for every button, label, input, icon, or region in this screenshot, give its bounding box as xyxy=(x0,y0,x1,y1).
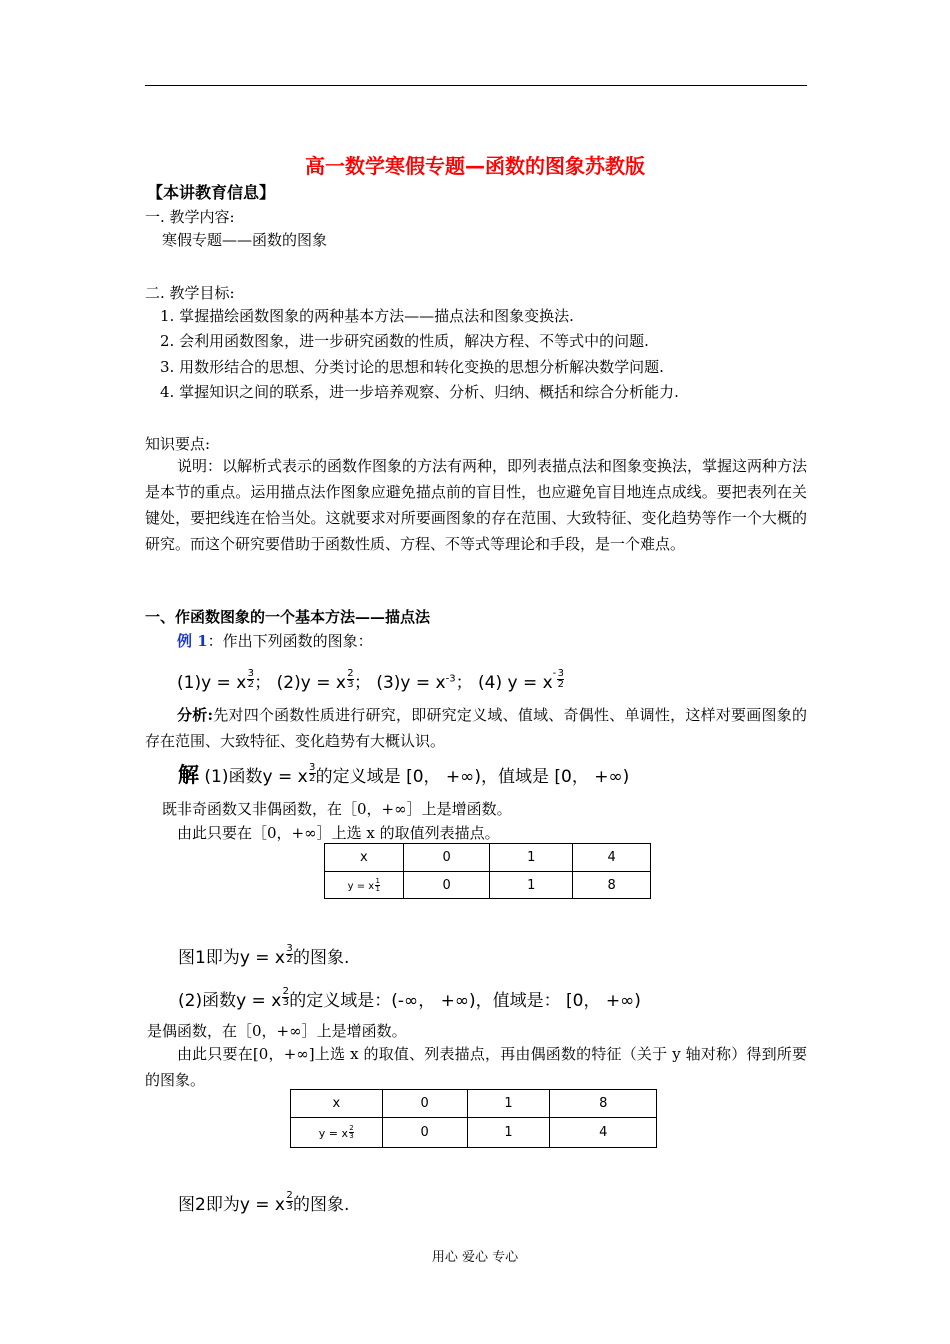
table-cell: 4 xyxy=(550,1118,657,1148)
solution-text-2: 由此只要在［0，+∞］上选 x 的取值列表描点。 xyxy=(177,824,500,842)
table-cell: 0 xyxy=(382,1090,467,1118)
value-table-1 xyxy=(324,843,651,899)
analysis-label: 分析: xyxy=(177,706,213,724)
value-table-2 xyxy=(290,1089,657,1148)
method-heading: 一、作函数图象的一个基本方法——描点法 xyxy=(145,608,431,626)
function-3: (3)y = x xyxy=(376,673,446,693)
goals-heading: 二. 教学目标: xyxy=(145,284,235,302)
analysis-text: 先对四个函数性质进行研究，即研究定义域、值域、奇偶性、单调性，这样对要画图象的存在范围、大致特征、变化趋势有大概认识。 xyxy=(145,706,807,750)
example-line xyxy=(177,630,373,651)
exponent-fraction: 2 3 xyxy=(347,668,354,690)
table-cell: 0 xyxy=(403,872,490,899)
figure-2-caption: 图2即为y = x $^{\frac{2}{3}}$ 的图象. xyxy=(178,1190,350,1215)
table-cell: 8 xyxy=(550,1090,657,1118)
goal-item: 3. 用数形结合的思想、分类讨论的思想和转化变换的思想分析解决数学问题. xyxy=(160,358,664,376)
header-rule xyxy=(145,85,807,86)
example-text: ：作出下列函数的图象： xyxy=(207,632,373,650)
table-cell: 0 xyxy=(382,1118,467,1148)
table-cell: y = x $^{\frac{2}{3}}$ xyxy=(291,1118,383,1148)
section-header: 【本讲教育信息】 xyxy=(147,183,276,202)
goal-item: 4. 掌握知识之间的联系，进一步培养观察、分析、归纳、概括和综合分析能力. xyxy=(160,383,679,401)
table-cell: 0 xyxy=(403,844,490,872)
exponent-fraction: 2 3 xyxy=(282,986,289,1008)
exponent-fraction: 2 3 xyxy=(286,1190,293,1212)
table-cell: x xyxy=(291,1090,383,1118)
goal-item: 2. 会利用函数图象，进一步研究函数的性质，解决方程、不等式中的问题. xyxy=(160,332,649,350)
exponent-fraction: 3 2 xyxy=(308,762,316,784)
part-2-text-1: 是偶函数，在［0，+∞］上是增函数。 xyxy=(147,1022,407,1040)
function-4: (4) y = x xyxy=(478,673,553,693)
exponent: -3 xyxy=(445,673,456,685)
table-row xyxy=(325,844,651,872)
part-2-line: (2)函数y = x $^{\frac{2}{3}}$ 的定义域是：(-∞， +∞)，值域是： [0， +∞) xyxy=(178,986,641,1011)
page-footer: 用心 爱心 专心 xyxy=(431,1250,519,1265)
table-cell: 1 xyxy=(467,1118,550,1148)
table-cell: x xyxy=(325,844,404,872)
solution-line-1: 解 (1)函数y = x $^{\frac{3}{2}}$ 的定义域是 [0， +∞)，值域是 [0， +∞) xyxy=(178,762,630,787)
table-cell: 1 xyxy=(490,844,573,872)
function-list: (1)y = x $^{\frac{3}{2}}$ ； (2)y = x $^{\frac{2}{3}}$ ； $(3)y = x^{-3}$； (4) y = x- $^{\frac{3}{2}}$ xyxy=(177,668,564,693)
table-cell: 1 xyxy=(490,872,573,899)
table-cell: 1 xyxy=(467,1090,550,1118)
figure-1-caption: 图1即为y = x $^{\frac{3}{2}}$ 的图象. xyxy=(178,943,350,968)
example-label: 例 1 xyxy=(177,632,208,650)
exponent-fraction: 3 2 xyxy=(286,943,293,965)
knowledge-paragraph: 说明：以解析式表示的函数作图象的方法有两种，即列表描点法和图象变换法，掌握这两种方法是本节的重点。运用描点法作图象应避免描点前的盲目性，也应避免盲目地连点成线。要把表列在关键处，要把线连在恰当处。这就要求对所要画图象的存在范围、大致特征、变化趋势等作一个大概的研究。而这个研究要借助于函数性质、方程、不等式等理论和手段，是一个难点。 xyxy=(145,457,808,553)
table-row xyxy=(291,1118,657,1148)
analysis-paragraph xyxy=(145,702,807,754)
function-2: (2)y = x xyxy=(276,673,346,693)
solution-label: 解 xyxy=(178,763,199,787)
table-cell: y = x $^{\frac{1}{1}}$ xyxy=(325,872,404,899)
goal-item: 1. 掌握描绘函数图象的两种基本方法——描点法和图象变换法. xyxy=(160,307,574,325)
table-row xyxy=(325,872,651,899)
knowledge-heading: 知识要点: xyxy=(145,435,211,453)
solution-text-1: 既非奇函数又非偶函数，在［0，+∞］上是增函数。 xyxy=(162,800,512,818)
content-heading: 一. 教学内容: xyxy=(145,208,235,226)
table-row xyxy=(291,1090,657,1118)
content-text: 寒假专题——函数的图象 xyxy=(162,231,328,249)
exponent-fraction: 3 2 xyxy=(247,668,254,690)
document-title: 高一数学寒假专题—函数的图象苏教版 xyxy=(305,154,645,178)
exponent-fraction: 3 2 xyxy=(557,668,564,690)
table-cell: 8 xyxy=(573,872,651,899)
table-cell: 4 xyxy=(573,844,651,872)
part-2-text-2: 由此只要在[0，+∞]上选 x 的取值、列表描点，再由偶函数的特征（关于 y 轴对称）得到所要的图象。 xyxy=(145,1045,807,1089)
function-1: (1)y = x xyxy=(177,673,247,693)
